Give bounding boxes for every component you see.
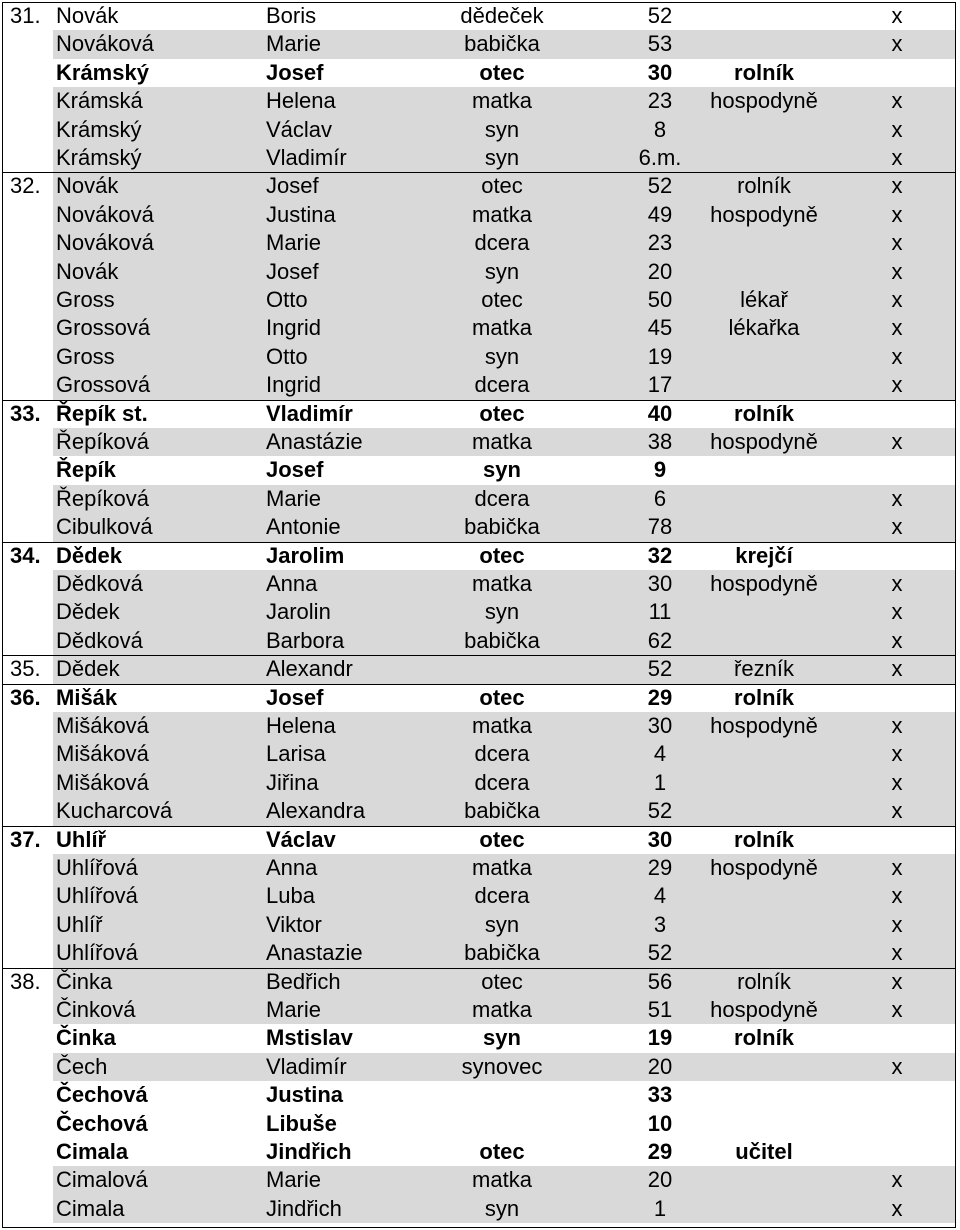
first-name-cell: Jiřina — [266, 769, 319, 795]
mark-cell: x — [891, 940, 903, 966]
household-number: 33. — [10, 400, 41, 426]
mark-cell: x — [891, 258, 903, 284]
table-row — [0, 201, 960, 229]
relation-cell: dcera — [474, 230, 530, 256]
occupation-cell: rolník — [734, 59, 794, 85]
mark-cell: x — [891, 343, 903, 369]
relation-cell: syn — [484, 599, 520, 625]
age-cell: 4 — [653, 883, 667, 909]
first-name-cell: Antonie — [266, 514, 341, 540]
surname-cell: Novák — [56, 258, 119, 284]
age-cell: 6 — [653, 485, 667, 511]
mark-cell: x — [891, 911, 903, 937]
surname-cell: Gross — [56, 343, 115, 369]
relation-cell: matka — [472, 315, 532, 341]
first-name-cell: Barbora — [266, 627, 345, 653]
surname-cell: Činková — [56, 997, 136, 1022]
first-name-cell: Larisa — [266, 741, 326, 767]
surname-cell: Řepík st. — [56, 400, 148, 426]
mark-cell: x — [891, 485, 903, 511]
occupation-cell: hospodyně — [710, 713, 818, 738]
relation-cell: babička — [464, 798, 540, 824]
first-name-cell: Alexandra — [266, 798, 366, 824]
occupation-cell: rolník — [734, 684, 794, 710]
mark-cell: x — [891, 173, 903, 199]
relation-cell: otec — [479, 1139, 525, 1164]
first-name-cell: Josef — [266, 457, 324, 483]
age-cell: 1 — [653, 1195, 667, 1221]
age-cell: 30 — [647, 59, 673, 85]
surname-cell: Nováková — [56, 230, 154, 256]
relation-cell: otec — [479, 542, 525, 568]
first-name-cell: Vladimír — [266, 1053, 347, 1079]
first-name-cell: Marie — [266, 485, 322, 511]
first-name-cell: Jindřich — [266, 1195, 342, 1221]
first-name-cell: Jindřich — [266, 1139, 352, 1164]
age-cell: 40 — [647, 400, 673, 426]
surname-cell: Gross — [56, 287, 115, 312]
mark-cell: x — [891, 429, 903, 454]
age-cell: 8 — [653, 116, 667, 142]
relation-cell: syn — [484, 343, 520, 369]
relation-cell: matka — [472, 571, 532, 596]
first-name-cell: Václav — [266, 826, 336, 852]
first-name-cell: Otto — [266, 343, 308, 369]
household-number: 36. — [10, 684, 41, 710]
occupation-cell: hospodyně — [710, 571, 818, 596]
table-row — [0, 116, 960, 144]
table-row — [0, 229, 960, 257]
age-cell: 3 — [653, 911, 667, 937]
surname-cell: Uhlíř — [56, 911, 103, 937]
mark-cell: x — [891, 968, 903, 994]
surname-cell: Uhlíř — [56, 826, 107, 852]
age-cell: 20 — [647, 1053, 673, 1079]
mark-cell: x — [891, 656, 903, 682]
table-row — [0, 1166, 960, 1194]
first-name-cell: Josef — [266, 684, 324, 710]
relation-cell: matka — [472, 429, 532, 454]
table-row — [0, 1081, 960, 1109]
household-separator — [2, 400, 956, 401]
age-cell: 20 — [647, 258, 673, 284]
first-name-cell: Vladimír — [266, 400, 353, 426]
age-cell: 51 — [647, 997, 673, 1022]
age-cell: 17 — [647, 372, 673, 398]
age-cell: 30 — [647, 826, 673, 852]
age-cell: 23 — [647, 88, 673, 114]
table-row — [0, 598, 960, 626]
mark-cell: x — [891, 741, 903, 767]
surname-cell: Dědková — [56, 571, 143, 596]
age-cell: 45 — [647, 315, 673, 341]
relation-cell: otec — [479, 826, 525, 852]
first-name-cell: Justina — [266, 1082, 344, 1108]
surname-cell: Dědek — [56, 542, 123, 568]
mark-cell: x — [891, 201, 903, 227]
first-name-cell: Helena — [266, 713, 336, 738]
first-name-cell: Josef — [266, 59, 324, 85]
age-cell: 78 — [647, 514, 673, 540]
mark-cell: x — [891, 31, 903, 57]
relation-cell: syn — [484, 145, 520, 170]
age-cell: 9 — [653, 457, 667, 483]
mark-cell: x — [891, 3, 903, 28]
age-cell: 52 — [647, 940, 673, 966]
surname-cell: Uhlířová — [56, 883, 138, 909]
relation-cell: otec — [481, 287, 523, 312]
surname-cell: Řepík — [56, 457, 116, 483]
first-name-cell: Otto — [266, 287, 308, 312]
table-row — [0, 939, 960, 967]
table-row — [0, 826, 960, 854]
occupation-cell: hospodyně — [710, 88, 818, 114]
occupation-cell: hospodyně — [710, 855, 818, 880]
table-row — [0, 542, 960, 570]
mark-cell: x — [891, 315, 903, 341]
first-name-cell: Justina — [266, 201, 336, 227]
relation-cell: dědeček — [460, 3, 544, 28]
table-border-bottom — [2, 1227, 956, 1228]
age-cell: 19 — [647, 1025, 673, 1051]
relation-cell: matka — [472, 88, 532, 114]
table-row — [0, 1195, 960, 1223]
first-name-cell: Marie — [266, 997, 322, 1022]
household-number: 31. — [10, 3, 41, 28]
relation-cell: syn — [484, 116, 520, 142]
table-row — [0, 428, 960, 456]
mark-cell: x — [891, 713, 903, 738]
surname-cell: Kucharcová — [56, 798, 173, 824]
occupation-cell: rolník — [737, 173, 791, 199]
mark-cell: x — [891, 571, 903, 596]
household-separator — [2, 684, 956, 685]
occupation-cell: rolník — [737, 968, 791, 994]
relation-cell: dcera — [474, 741, 530, 767]
age-cell: 6.m. — [638, 145, 682, 170]
table-row — [0, 996, 960, 1024]
relation-cell: otec — [479, 400, 525, 426]
relation-cell: matka — [472, 713, 532, 738]
relation-cell: otec — [479, 684, 525, 710]
mark-cell: x — [891, 599, 903, 625]
surname-cell: Novák — [56, 3, 119, 28]
age-cell: 20 — [647, 1167, 673, 1193]
occupation-cell: krejčí — [735, 542, 793, 568]
first-name-cell: Ingrid — [266, 315, 322, 341]
surname-cell: Krámský — [56, 59, 149, 85]
relation-cell: syn — [484, 258, 520, 284]
age-cell: 53 — [647, 31, 673, 57]
first-name-cell: Václav — [266, 116, 333, 142]
first-name-cell: Ingrid — [266, 372, 322, 398]
table-row — [0, 286, 960, 314]
relation-cell: dcera — [474, 485, 530, 511]
household-separator — [2, 826, 956, 827]
surname-cell: Čech — [56, 1053, 108, 1079]
first-name-cell: Josef — [266, 173, 319, 199]
surname-cell: Činka — [56, 968, 113, 994]
relation-cell: matka — [472, 997, 532, 1022]
relation-cell: babička — [464, 940, 540, 966]
table-row — [0, 627, 960, 655]
table-row — [0, 87, 960, 115]
surname-cell: Krámský — [56, 145, 142, 170]
relation-cell: babička — [464, 514, 540, 540]
mark-cell: x — [891, 287, 903, 312]
surname-cell: Cimala — [56, 1195, 125, 1221]
age-cell: 10 — [647, 1110, 673, 1136]
table-row — [0, 59, 960, 87]
table-row — [0, 456, 960, 484]
age-cell: 38 — [647, 429, 673, 454]
occupation-cell: učitel — [735, 1139, 793, 1164]
table-row — [0, 740, 960, 768]
table-row — [0, 911, 960, 939]
age-cell: 62 — [647, 627, 673, 653]
occupation-cell: řezník — [734, 656, 794, 682]
table-row — [0, 769, 960, 797]
surname-cell: Cibulková — [56, 514, 153, 540]
surname-cell: Novák — [56, 173, 119, 199]
mark-cell: x — [891, 627, 903, 653]
age-cell: 33 — [647, 1082, 673, 1108]
first-name-cell: Boris — [266, 3, 317, 28]
mark-cell: x — [891, 997, 903, 1022]
household-separator — [2, 655, 956, 656]
age-cell: 1 — [653, 769, 667, 795]
household-number: 34. — [10, 542, 41, 568]
mark-cell: x — [891, 145, 903, 170]
first-name-cell: Libuše — [266, 1110, 337, 1136]
first-name-cell: Viktor — [266, 911, 322, 937]
relation-cell: dcera — [474, 372, 530, 398]
first-name-cell: Luba — [266, 883, 315, 909]
household-number: 38. — [10, 968, 41, 994]
table-row — [0, 1110, 960, 1138]
age-cell: 29 — [647, 1139, 673, 1164]
first-name-cell: Marie — [266, 31, 322, 57]
table-row — [0, 882, 960, 910]
relation-cell: matka — [472, 201, 532, 227]
mark-cell: x — [891, 372, 903, 398]
surname-cell: Mišák — [56, 684, 118, 710]
table-row — [0, 144, 960, 172]
surname-cell: Cimalová — [56, 1167, 148, 1193]
occupation-cell: rolník — [734, 1025, 794, 1051]
age-cell: 52 — [647, 3, 673, 28]
table-row — [0, 684, 960, 712]
first-name-cell: Mstislav — [266, 1025, 353, 1051]
first-name-cell: Jarolin — [266, 599, 331, 625]
surname-cell: Dědek — [56, 599, 120, 625]
occupation-cell: rolník — [734, 826, 794, 852]
relation-cell: otec — [479, 59, 525, 85]
first-name-cell: Josef — [266, 258, 319, 284]
age-cell: 52 — [647, 656, 673, 682]
table-row — [0, 854, 960, 882]
relation-cell: otec — [481, 173, 523, 199]
household-number: 37. — [10, 826, 41, 852]
surname-cell: Uhlířová — [56, 855, 138, 880]
occupation-cell: lékařka — [728, 315, 800, 341]
occupation-cell: hospodyně — [710, 201, 818, 227]
surname-cell: Mišáková — [56, 741, 149, 767]
surname-cell: Grossová — [56, 315, 151, 341]
relation-cell: dcera — [474, 883, 530, 909]
surname-cell: Mišáková — [56, 769, 149, 795]
first-name-cell: Anastazie — [266, 940, 363, 966]
household-separator — [2, 542, 956, 543]
table-row — [0, 712, 960, 740]
table-row — [0, 797, 960, 825]
occupation-cell: rolník — [734, 400, 794, 426]
first-name-cell: Marie — [266, 1167, 322, 1193]
table-row — [0, 570, 960, 598]
mark-cell: x — [891, 88, 903, 114]
household-separator — [2, 172, 956, 173]
table-row — [0, 314, 960, 342]
surname-cell: Nováková — [56, 201, 154, 227]
relation-cell: dcera — [474, 769, 530, 795]
age-cell: 56 — [647, 968, 673, 994]
age-cell: 19 — [647, 343, 673, 369]
mark-cell: x — [891, 1195, 903, 1221]
surname-cell: Nováková — [56, 31, 154, 57]
surname-cell: Čechová — [56, 1082, 148, 1108]
age-cell: 49 — [647, 201, 673, 227]
age-cell: 52 — [647, 798, 673, 824]
age-cell: 52 — [647, 173, 673, 199]
mark-cell: x — [891, 798, 903, 824]
age-cell: 30 — [647, 571, 673, 596]
mark-cell: x — [891, 116, 903, 142]
age-cell: 30 — [647, 713, 673, 738]
first-name-cell: Anna — [266, 571, 318, 596]
occupation-cell: hospodyně — [710, 997, 818, 1022]
relation-cell: matka — [472, 1167, 532, 1193]
age-cell: 29 — [647, 855, 673, 880]
table-row — [0, 30, 960, 58]
table-row — [0, 400, 960, 428]
relation-cell: matka — [472, 855, 532, 880]
household-number: 32. — [10, 173, 41, 199]
age-cell: 23 — [647, 230, 673, 256]
surname-cell: Čechová — [56, 1110, 148, 1136]
mark-cell: x — [891, 230, 903, 256]
age-cell: 32 — [647, 542, 673, 568]
occupation-cell: hospodyně — [710, 429, 818, 454]
surname-cell: Činka — [56, 1025, 116, 1051]
relation-cell: babička — [464, 31, 540, 57]
household-separator — [2, 968, 956, 969]
surname-cell: Mišáková — [56, 713, 149, 738]
occupation-cell: lékař — [740, 287, 788, 312]
first-name-cell: Anna — [266, 855, 318, 880]
surname-cell: Uhlířová — [56, 940, 138, 966]
mark-cell: x — [891, 769, 903, 795]
first-name-cell: Vladimír — [266, 145, 347, 170]
table-row — [0, 371, 960, 399]
table-row — [0, 2, 960, 30]
surname-cell: Dědková — [56, 627, 143, 653]
mark-cell: x — [891, 855, 903, 880]
mark-cell: x — [891, 1053, 903, 1079]
table-row — [0, 968, 960, 996]
relation-cell: syn — [483, 457, 521, 483]
surname-cell: Grossová — [56, 372, 151, 398]
age-cell: 50 — [647, 287, 673, 312]
age-cell: 11 — [648, 599, 672, 625]
first-name-cell: Marie — [266, 230, 322, 256]
mark-cell: x — [891, 514, 903, 540]
age-cell: 4 — [653, 741, 667, 767]
first-name-cell: Jarolim — [266, 542, 345, 568]
table-row — [0, 258, 960, 286]
table-row — [0, 172, 960, 200]
relation-cell: syn — [484, 1195, 520, 1221]
relation-cell: synovec — [461, 1053, 543, 1079]
mark-cell: x — [891, 1167, 903, 1193]
table-row — [0, 513, 960, 541]
household-number: 35. — [10, 656, 41, 682]
age-cell: 29 — [647, 684, 673, 710]
mark-cell: x — [891, 883, 903, 909]
table-row — [0, 1053, 960, 1081]
table-row — [0, 1138, 960, 1166]
relation-cell: syn — [483, 1025, 521, 1051]
surname-cell: Krámský — [56, 116, 142, 142]
first-name-cell: Alexandr — [266, 656, 353, 682]
first-name-cell: Helena — [266, 88, 336, 114]
relation-cell: otec — [481, 968, 523, 994]
surname-cell: Řepíková — [56, 429, 149, 454]
relation-cell: syn — [484, 911, 520, 937]
first-name-cell: Anastázie — [266, 429, 363, 454]
relation-cell: babička — [464, 627, 540, 653]
table-row — [0, 655, 960, 683]
table-row — [0, 485, 960, 513]
surname-cell: Dědek — [56, 656, 120, 682]
first-name-cell: Bedřich — [266, 968, 341, 994]
surname-cell: Krámská — [56, 88, 143, 114]
table-row — [0, 1024, 960, 1052]
surname-cell: Cimala — [56, 1139, 129, 1164]
surname-cell: Řepíková — [56, 485, 149, 511]
table-row — [0, 343, 960, 371]
